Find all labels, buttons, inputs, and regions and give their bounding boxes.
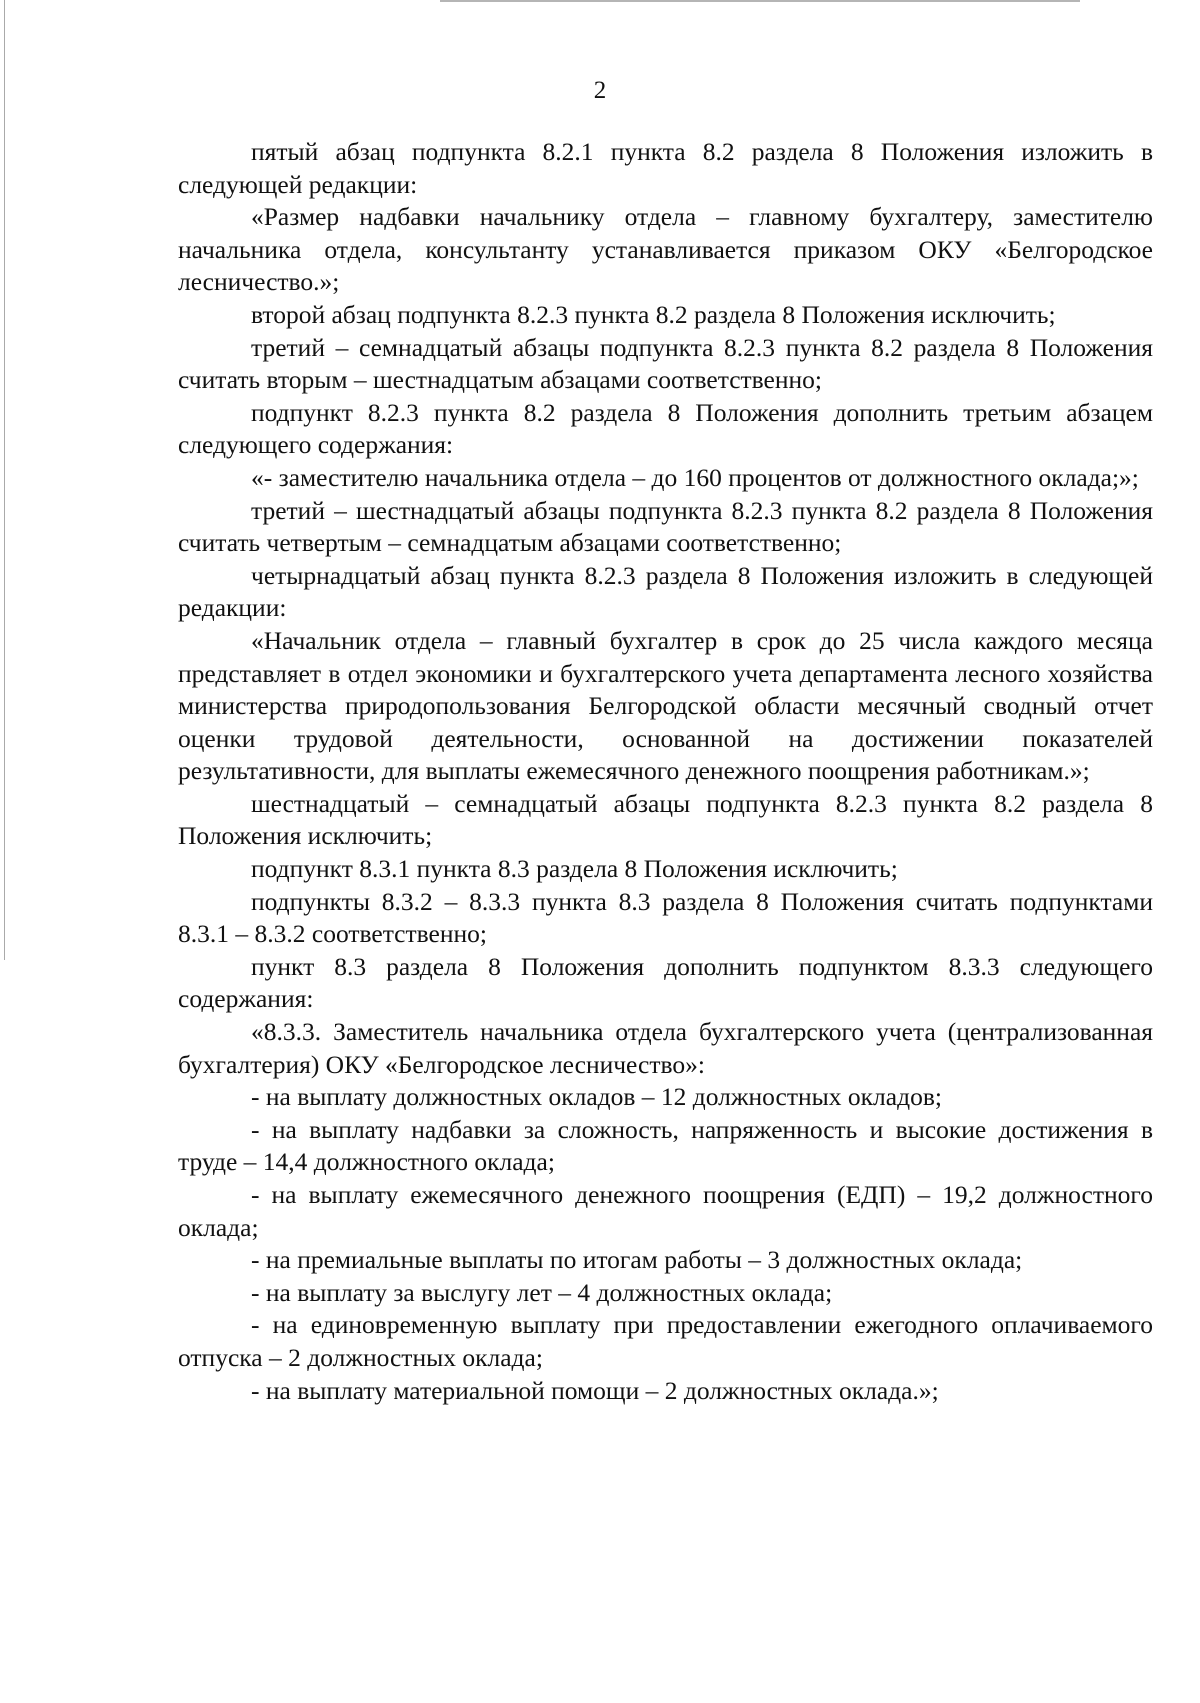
scan-artifact-left (4, 0, 5, 960)
list-item: - на премиальные выплаты по итогам работы – 3 должностных оклада; (251, 1245, 1023, 1275)
paragraph: второй абзац подпункта 8.2.3 пункта 8.2 раздела 8 Положения исключить; (251, 299, 1056, 329)
paragraph: шестнадцатый – семнадцатый абзацы подпункта 8.2.3 пункта 8.2 раздела 8 Положения исключить; (178, 788, 1153, 851)
paragraph: третий – семнадцатый абзацы подпункта 8.2.3 пункта 8.2 раздела 8 Положения считать вторым – шестнадцатым абзацами соответственно; (178, 332, 1153, 395)
paragraph: «- заместителю начальника отдела – до 160 процентов от должностного оклада;»; (251, 462, 1139, 492)
list-item: - на единовременную выплату при предоставлении ежегодного оплачиваемого отпуска – 2 должностных оклада; (178, 1310, 1153, 1372)
list-item: - на выплату должностных окладов – 12 должностных окладов; (251, 1082, 942, 1112)
paragraph: «Начальник отдела – главный бухгалтер в срок до 25 числа каждого месяца представляет в отдел экономики и бухгалтерского учета департамента лесного хозяйства министерства природопользования Белгородской области месячный сводный отчет оценки трудовой деятельности, основанной на достижении показателей результативности, для выплаты ежемесячного денежного поощрения работникам.»; (178, 625, 1153, 786)
paragraph: «Размер надбавки начальнику отдела – главному бухгалтеру, заместителю начальника отдела, консультанту устанавливается приказом ОКУ «Белгородское лесничество.»; (178, 202, 1153, 297)
paragraph: четырнадцатый абзац пункта 8.2.3 раздела 8 Положения изложить в следующей редакции: (178, 560, 1153, 623)
list-item: - на выплату материальной помощи – 2 должностных оклада.»; (251, 1375, 939, 1405)
page-number: 2 (593, 77, 607, 104)
paragraph: подпункт 8.3.1 пункта 8.3 раздела 8 Положения исключить; (251, 854, 898, 884)
paragraph: пятый абзац подпункта 8.2.1 пункта 8.2 раздела 8 Положения изложить в следующей редакции: (178, 137, 1153, 199)
paragraph: «8.3.3. Заместитель начальника отдела бухгалтерского учета (централизованная бухгалтерия) ОКУ «Белгородское лесничество»: (178, 1017, 1153, 1079)
paragraph: пункт 8.3 раздела 8 Положения дополнить подпунктом 8.3.3 следующего содержания: (178, 951, 1153, 1014)
list-item: - на выплату надбавки за сложность, напряженность и высокие достижения в труде – 14,4 должностного оклада; (178, 1114, 1153, 1177)
scan-artifact-top (440, 0, 1080, 8)
document-body (178, 136, 1153, 1407)
paragraph: подпункты 8.3.2 – 8.3.3 пункта 8.3 раздела 8 Положения считать подпунктами 8.3.1 – 8.3.2 соответственно; (178, 886, 1153, 949)
list-item: - на выплату за выслугу лет – 4 должностных оклада; (251, 1277, 833, 1307)
paragraph: третий – шестнадцатый абзацы подпункта 8.2.3 пункта 8.2 раздела 8 Положения считать четвертым – семнадцатым абзацами соответственно; (178, 495, 1153, 558)
list-item: - на выплату ежемесячного денежного поощрения (ЕДП) – 19,2 должностного оклада; (178, 1180, 1153, 1242)
paragraph: подпункт 8.2.3 пункта 8.2 раздела 8 Положения дополнить третьим абзацем следующего содержания: (178, 397, 1153, 460)
